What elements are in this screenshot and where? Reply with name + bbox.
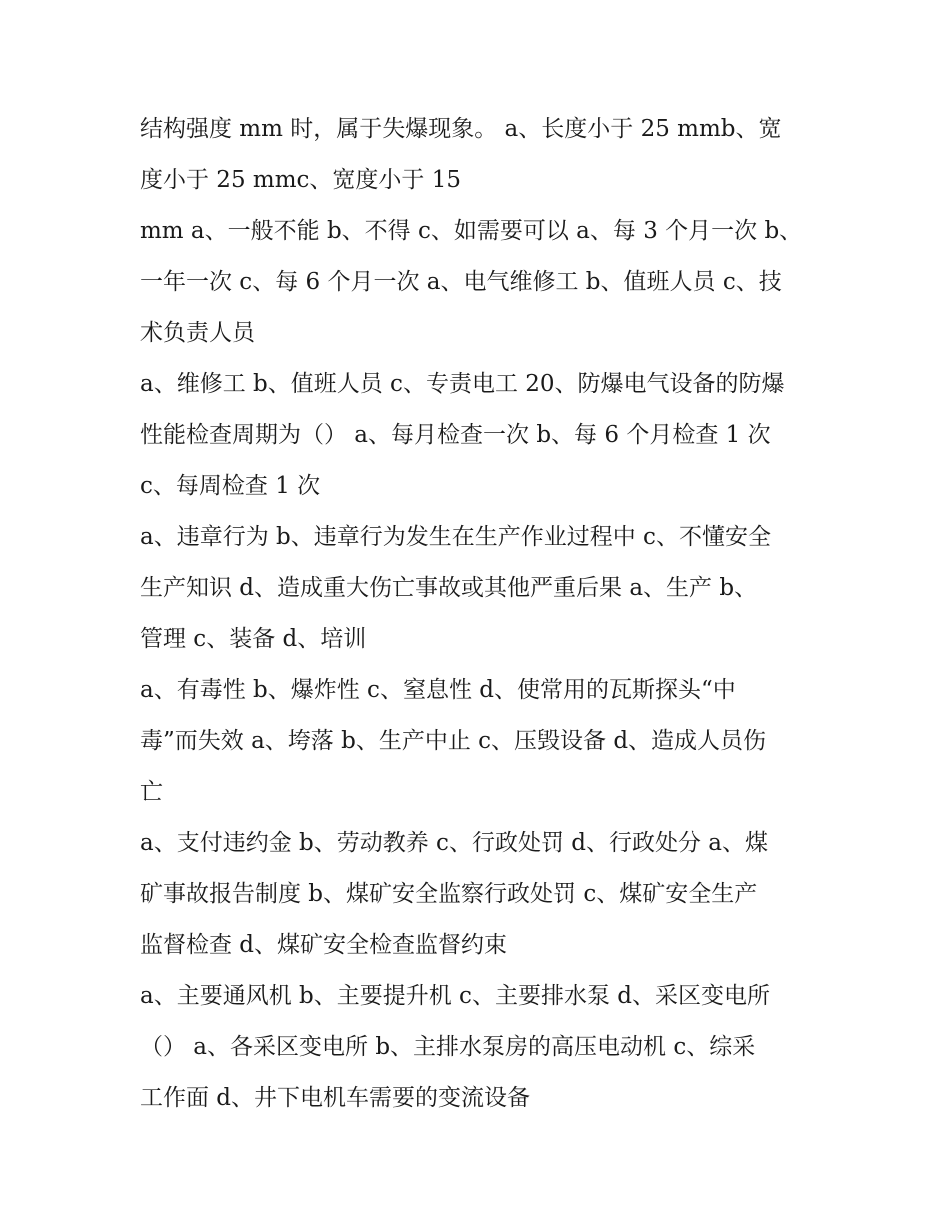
text-line: a、违章行为 b、违章行为发生在生产作业过程中 c、不懂安全 xyxy=(140,524,771,550)
text-line: c、每周检查 1 次 xyxy=(140,473,321,499)
text-line: a、维修工 b、值班人员 c、专责电工 20、防爆电气设备的防爆 xyxy=(140,371,785,397)
text-line: mm a、一般不能 b、不得 c、如需要可以 a、每 3 个月一次 b、 xyxy=(140,218,803,244)
text-line: 一年一次 c、每 6 个月一次 a、电气维修工 b、值班人员 c、技 xyxy=(140,269,782,295)
text-line: 毒”而失效 a、垮落 b、生产中止 c、压毁设备 d、造成人员伤 xyxy=(140,728,767,754)
text-line: a、有毒性 b、爆炸性 c、窒息性 d、使常用的瓦斯探头“中 xyxy=(140,677,736,703)
document-body-text xyxy=(140,104,820,1124)
text-line: 矿事故报告制度 b、煤矿安全监察行政处罚 c、煤矿安全生产 xyxy=(140,881,758,907)
text-line: 管理 c、装备 d、培训 xyxy=(140,626,367,652)
text-line: 结构强度 mm 时，属于失爆现象。 a、长度小于 25 mmb、宽 xyxy=(140,116,782,142)
text-line: 工作面 d、井下电机车需要的变流设备 xyxy=(140,1085,531,1111)
text-line: （） a、各采区变电所 b、主排水泵房的高压电动机 c、综采 xyxy=(140,1034,756,1060)
text-line: 监督检查 d、煤矿安全检查监督约束 xyxy=(140,932,508,958)
text-line: 生产知识 d、造成重大伤亡事故或其他严重后果 a、生产 b、 xyxy=(140,575,758,601)
text-line: 亡 xyxy=(140,779,163,805)
text-line: 度小于 25 mmc、宽度小于 15 xyxy=(140,167,461,193)
text-line: 术负责人员 xyxy=(140,320,255,346)
text-line: a、主要通风机 b、主要提升机 c、主要排水泵 d、采区变电所 xyxy=(140,983,770,1009)
text-line: 性能检查周期为（） a、每月检查一次 b、每 6 个月检查 1 次 xyxy=(140,422,771,448)
text-line: a、支付违约金 b、劳动教养 c、行政处罚 d、行政处分 a、煤 xyxy=(140,830,768,856)
